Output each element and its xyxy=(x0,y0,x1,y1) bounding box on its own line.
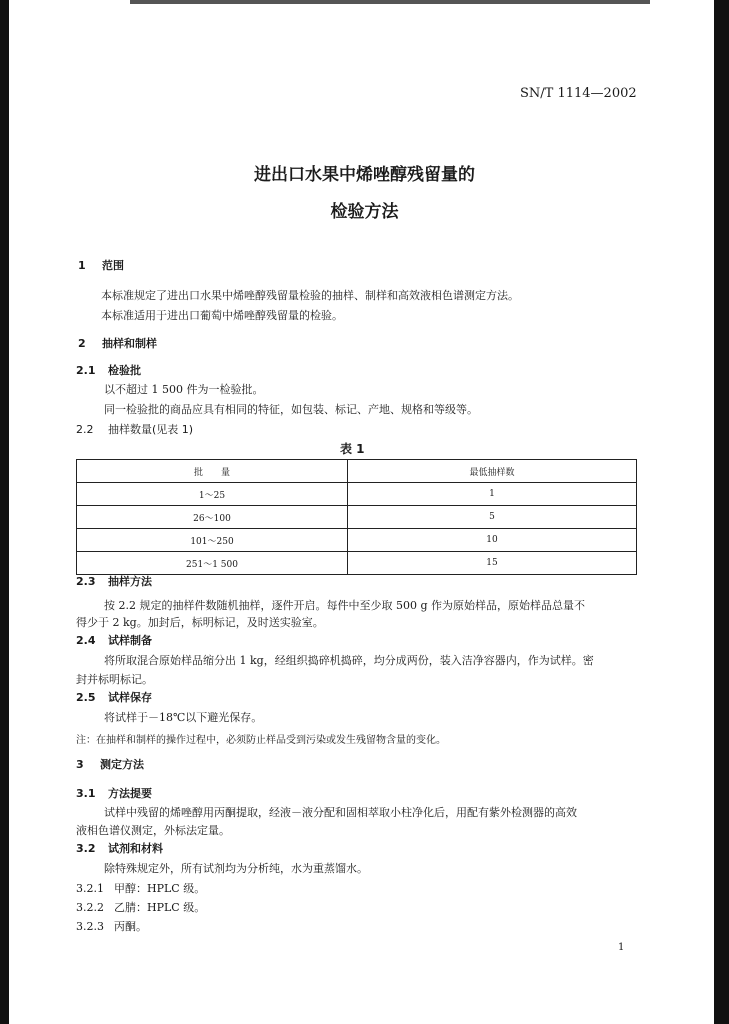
section-number: 2.1 xyxy=(76,364,96,377)
item-text: 乙腈：HPLC 级。 xyxy=(114,901,206,914)
section-number: 2.2 xyxy=(76,423,94,436)
scan-border-top xyxy=(130,0,650,4)
section-title: 抽样方法 xyxy=(108,575,152,588)
min-samples-cell: 15 xyxy=(348,552,637,575)
section-3-1-heading xyxy=(76,785,152,801)
batch-size-cell: 251～1 500 xyxy=(77,552,348,575)
section-title: 抽样和制样 xyxy=(102,337,157,350)
section-title: 范围 xyxy=(102,259,124,272)
batch-size-cell: 26～100 xyxy=(77,506,348,529)
column-header-batch-size: 批 量 xyxy=(77,460,348,483)
list-item xyxy=(76,899,205,915)
section-number: 2.5 xyxy=(76,691,96,704)
item-text: 丙酮。 xyxy=(114,920,147,933)
min-samples-cell: 5 xyxy=(348,506,637,529)
section-number: 2 xyxy=(78,337,86,350)
table-header-row xyxy=(77,460,637,483)
batch-size-cell: 1～25 xyxy=(77,483,348,506)
section-number: 2.3 xyxy=(76,575,96,588)
scan-border-left xyxy=(0,0,9,1024)
section-1-heading xyxy=(78,257,124,273)
paragraph: 按 2.2 规定的抽样件数随机抽样，逐件开启。每件中至少取 500 g 作为原始样品，原始样品总量不 xyxy=(104,599,586,612)
section-title: 方法提要 xyxy=(108,787,152,800)
document-title-line-1: 进出口水果中烯唑醇残留量的 xyxy=(254,165,475,185)
item-number: 3.2.2 xyxy=(76,901,104,914)
section-title: 试样制备 xyxy=(108,634,152,647)
section-title: 抽样数量(见表 1) xyxy=(108,423,194,436)
paragraph: 以不超过 1 500 件为一检验批。 xyxy=(104,383,264,396)
table-row xyxy=(77,506,637,529)
table-row xyxy=(77,483,637,506)
paragraph: 将所取混合原始样品缩分出 1 kg，经组织捣碎机捣碎，均分成两份，装入洁净容器内，作为试样。密 xyxy=(104,654,594,667)
batch-size-cell: 101～250 xyxy=(77,529,348,552)
list-item xyxy=(76,880,205,896)
paragraph: 除特殊规定外，所有试剂均为分析纯，水为重蒸馏水。 xyxy=(104,862,368,875)
note: 注：在抽样和制样的操作过程中，必须防止样品受到污染或发生残留物含量的变化。 xyxy=(76,735,446,746)
section-2-2-heading xyxy=(76,421,193,437)
table-caption: 表 1 xyxy=(340,442,365,456)
paragraph-continuation: 封并标明标记。 xyxy=(76,673,153,686)
section-number: 3.1 xyxy=(76,787,96,800)
paragraph: 试样中残留的烯唑醇用丙酮提取，经液－液分配和固相萃取小柱净化后，用配有紫外检测器的高效 xyxy=(104,806,577,819)
item-number: 3.2.1 xyxy=(76,882,104,895)
table-row xyxy=(77,529,637,552)
min-samples-cell: 1 xyxy=(348,483,637,506)
section-2-3-heading xyxy=(76,573,152,589)
page-number: 1 xyxy=(618,942,625,953)
section-2-4-heading xyxy=(76,632,152,648)
table-row xyxy=(77,552,637,575)
paragraph: 本标准规定了进出口水果中烯唑醇残留量检验的抽样、制样和高效液相色谱测定方法。 xyxy=(101,289,519,302)
standard-number: SN/T 1114—2002 xyxy=(520,86,637,101)
list-item xyxy=(76,918,147,934)
section-number: 2.4 xyxy=(76,634,96,647)
section-number: 3 xyxy=(76,758,84,771)
section-title: 试样保存 xyxy=(108,691,152,704)
sampling-table xyxy=(76,459,637,575)
section-2-5-heading xyxy=(76,689,152,705)
section-title: 测定方法 xyxy=(100,758,144,771)
paragraph: 将试样于－18℃以下避光保存。 xyxy=(104,711,263,724)
paragraph-continuation: 得少于 2 kg。加封后，标明标记，及时送实验室。 xyxy=(76,616,324,629)
min-samples-cell: 10 xyxy=(348,529,637,552)
paragraph: 本标准适用于进出口葡萄中烯唑醇残留量的检验。 xyxy=(101,309,343,322)
document-title-line-2: 检验方法 xyxy=(330,202,399,222)
section-title: 试剂和材料 xyxy=(108,842,163,855)
paragraph-continuation: 液相色谱仪测定，外标法定量。 xyxy=(76,824,230,837)
column-header-min-samples: 最低抽样数 xyxy=(348,460,637,483)
section-2-heading xyxy=(78,335,157,351)
section-3-2-heading xyxy=(76,840,163,856)
paragraph: 同一检验批的商品应具有相同的特征，如包装、标记、产地、规格和等级等。 xyxy=(104,403,478,416)
section-3-heading xyxy=(76,756,144,772)
item-text: 甲醇：HPLC 级。 xyxy=(114,882,206,895)
scan-border-right xyxy=(714,0,729,1024)
section-2-1-heading xyxy=(76,362,141,378)
section-title: 检验批 xyxy=(108,364,141,377)
section-number: 1 xyxy=(78,259,86,272)
section-number: 3.2 xyxy=(76,842,96,855)
item-number: 3.2.3 xyxy=(76,920,104,933)
